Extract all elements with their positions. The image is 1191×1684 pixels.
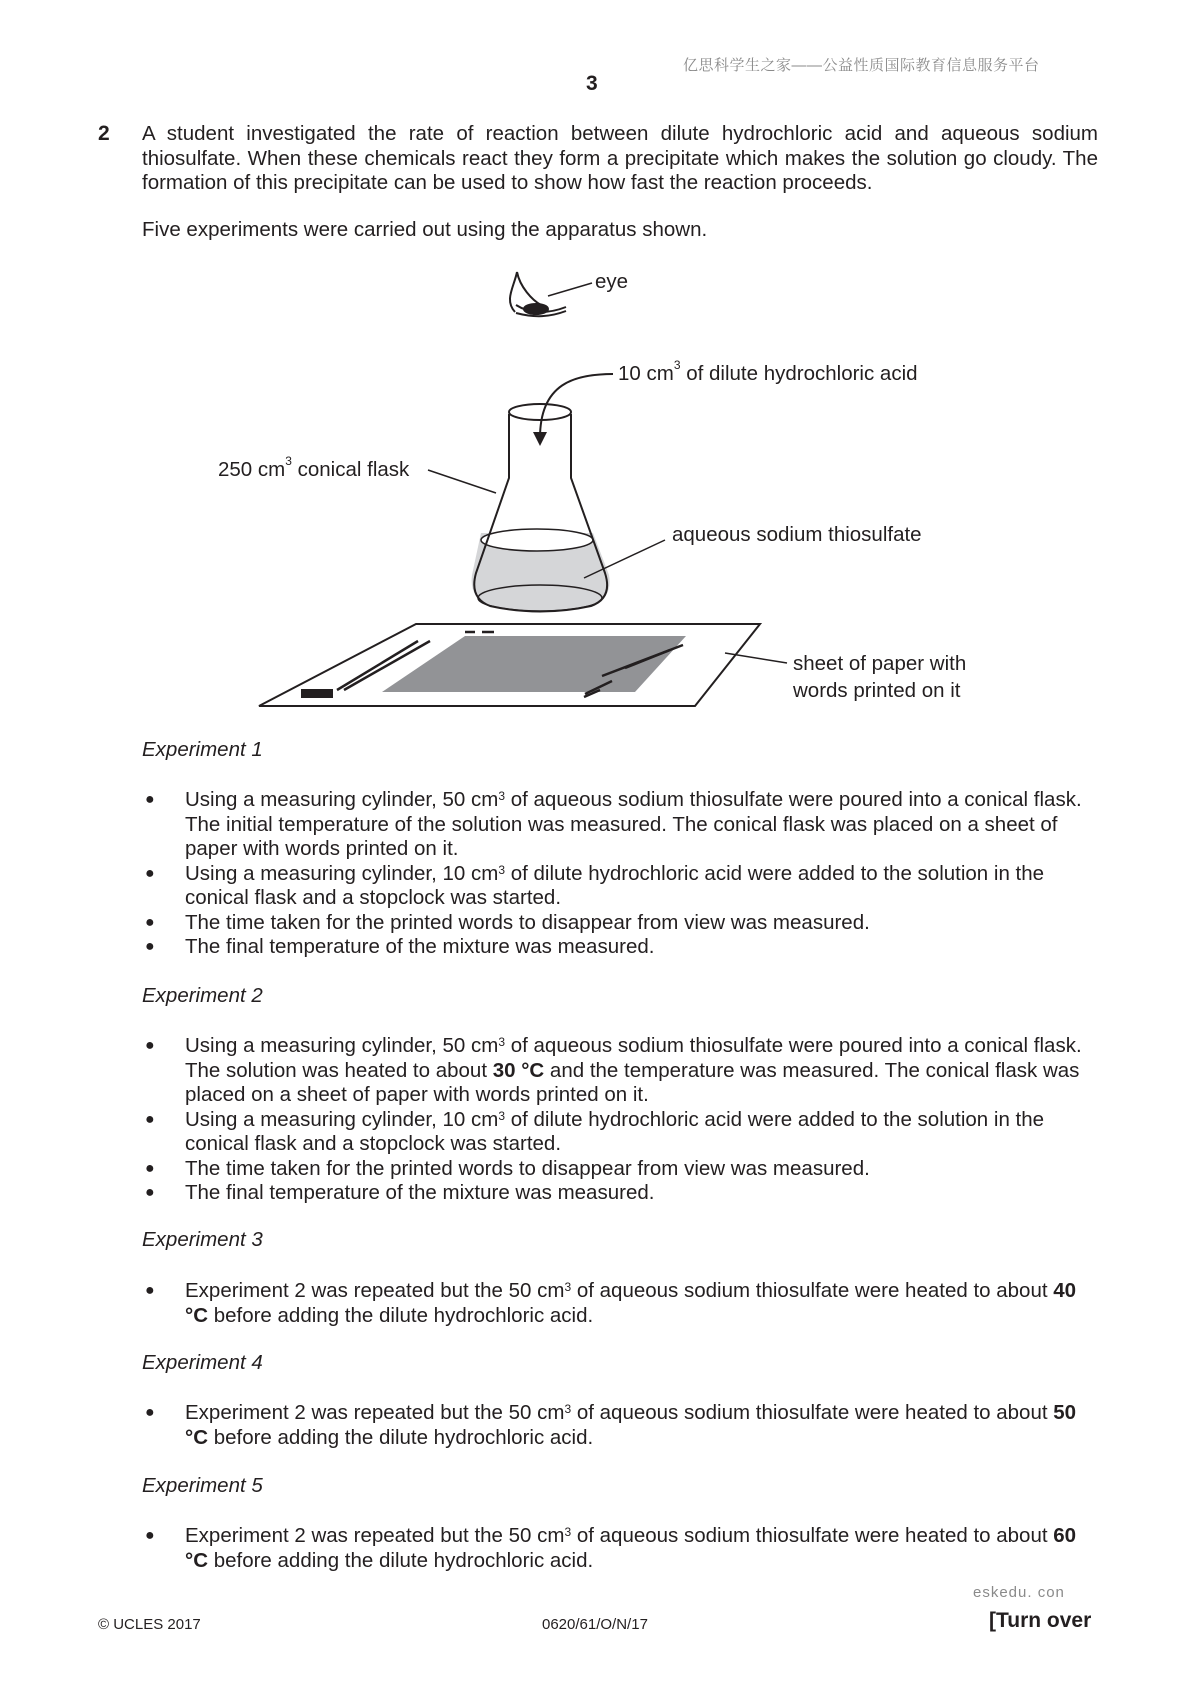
flask-leader xyxy=(428,470,496,493)
experiment-2-title: Experiment 2 xyxy=(142,984,263,1007)
list-item: ● The time taken for the printed words to disappear from view was measured. xyxy=(145,910,870,934)
acid-label: 10 $cm^3$ of dilute hydrochloric acid xyxy=(618,358,918,385)
experiment-1-steps xyxy=(142,788,1098,960)
list-item: ● The final temperature of the mixture was measured. xyxy=(145,935,655,958)
experiment-2-steps xyxy=(142,1034,1098,1206)
eye-leader xyxy=(548,283,592,296)
list-item: ● The time taken for the printed words to disappear from view was measured. xyxy=(145,1156,870,1180)
experiment-4-steps xyxy=(142,1401,1098,1450)
paper-sheet xyxy=(259,624,760,706)
experiment-4-title: Experiment 4 xyxy=(142,1351,263,1374)
footer-code: 0620/61/O/N/17 xyxy=(542,1616,648,1633)
question-number: 2 xyxy=(98,122,110,145)
list-item: ● Experiment 2 was repeated but the 50 $cm^3$ of aqueous sodium thiosulfate were heated to about 50 °C before adding the dilute hydrochloric acid. xyxy=(145,1401,1077,1449)
question-intro: A student investigated the rate of reaction between dilute hydrochloric acid and aqueous sodium thiosulfate. When these chemicals react they form a precipitate which makes the solution go cloudy. The formation of this precipitate can be used to show how fast the reaction proceeds. xyxy=(142,122,1098,194)
footer-copyright: © UCLES 2017 xyxy=(98,1616,201,1633)
apparatus-diagram xyxy=(0,0,1191,720)
page-number: 3 xyxy=(586,72,598,95)
question-intro-2: Five experiments were carried out using the apparatus shown. xyxy=(142,218,708,241)
experiment-1-title: Experiment 1 xyxy=(142,738,263,761)
header-watermark: 亿思科学生之家——公益性质国际教育信息服务平台 xyxy=(683,57,1040,74)
list-item: ● Using a measuring cylinder, 10 $cm^3$ of dilute hydrochloric acid were added to the solution in the conical flask and a stopclock was started. xyxy=(145,1107,1045,1155)
list-item: ● Using a measuring cylinder, 50 $cm^3$ of aqueous sodium thiosulfate were poured into a conical flask. The initial temperature of the solution was measured. The conical flask was placed on a sheet of paper with words printed on it. xyxy=(145,788,1082,860)
eye-icon xyxy=(510,272,566,316)
list-item: ● Experiment 2 was repeated but the 50 $cm^3$ of aqueous sodium thiosulfate were heated to about 40 °C before adding the dilute hydrochloric acid. xyxy=(145,1279,1077,1327)
flask-label: 250 $cm^3$ conical flask xyxy=(218,454,410,481)
experiment-3-steps xyxy=(142,1279,1098,1328)
experiment-3-title: Experiment 3 xyxy=(142,1228,263,1251)
acid-arrow xyxy=(533,374,613,446)
list-item: ● Experiment 2 was repeated but the 50 $cm^3$ of aqueous sodium thiosulfate were heated to about 60 °C before adding the dilute hydrochloric acid. xyxy=(145,1524,1077,1572)
list-item: ● Using a measuring cylinder, 50 $cm^3$ of aqueous sodium thiosulfate were poured into a conical flask. The solution was heated to about 30 °C and the temperature was measured. The conical flask was placed on a sheet of paper with words printed on it. xyxy=(145,1034,1082,1106)
experiment-5-steps xyxy=(142,1524,1098,1573)
eye-label: eye xyxy=(595,270,629,293)
solution-label: aqueous sodium thiosulfate xyxy=(672,523,922,546)
list-item: ● Using a measuring cylinder, 10 $cm^3$ of dilute hydrochloric acid were added to the solution in the conical flask and a stopclock was started. xyxy=(145,861,1045,909)
paper-label-line2: words printed on it xyxy=(793,679,961,702)
footer-watermark: eskedu. con xyxy=(973,1584,1065,1601)
turn-over: [Turn over xyxy=(989,1609,1092,1632)
list-item: ● The final temperature of the mixture was measured. xyxy=(145,1181,655,1204)
paper-label-line1: sheet of paper with xyxy=(793,652,967,675)
experiment-5-title: Experiment 5 xyxy=(142,1474,263,1497)
